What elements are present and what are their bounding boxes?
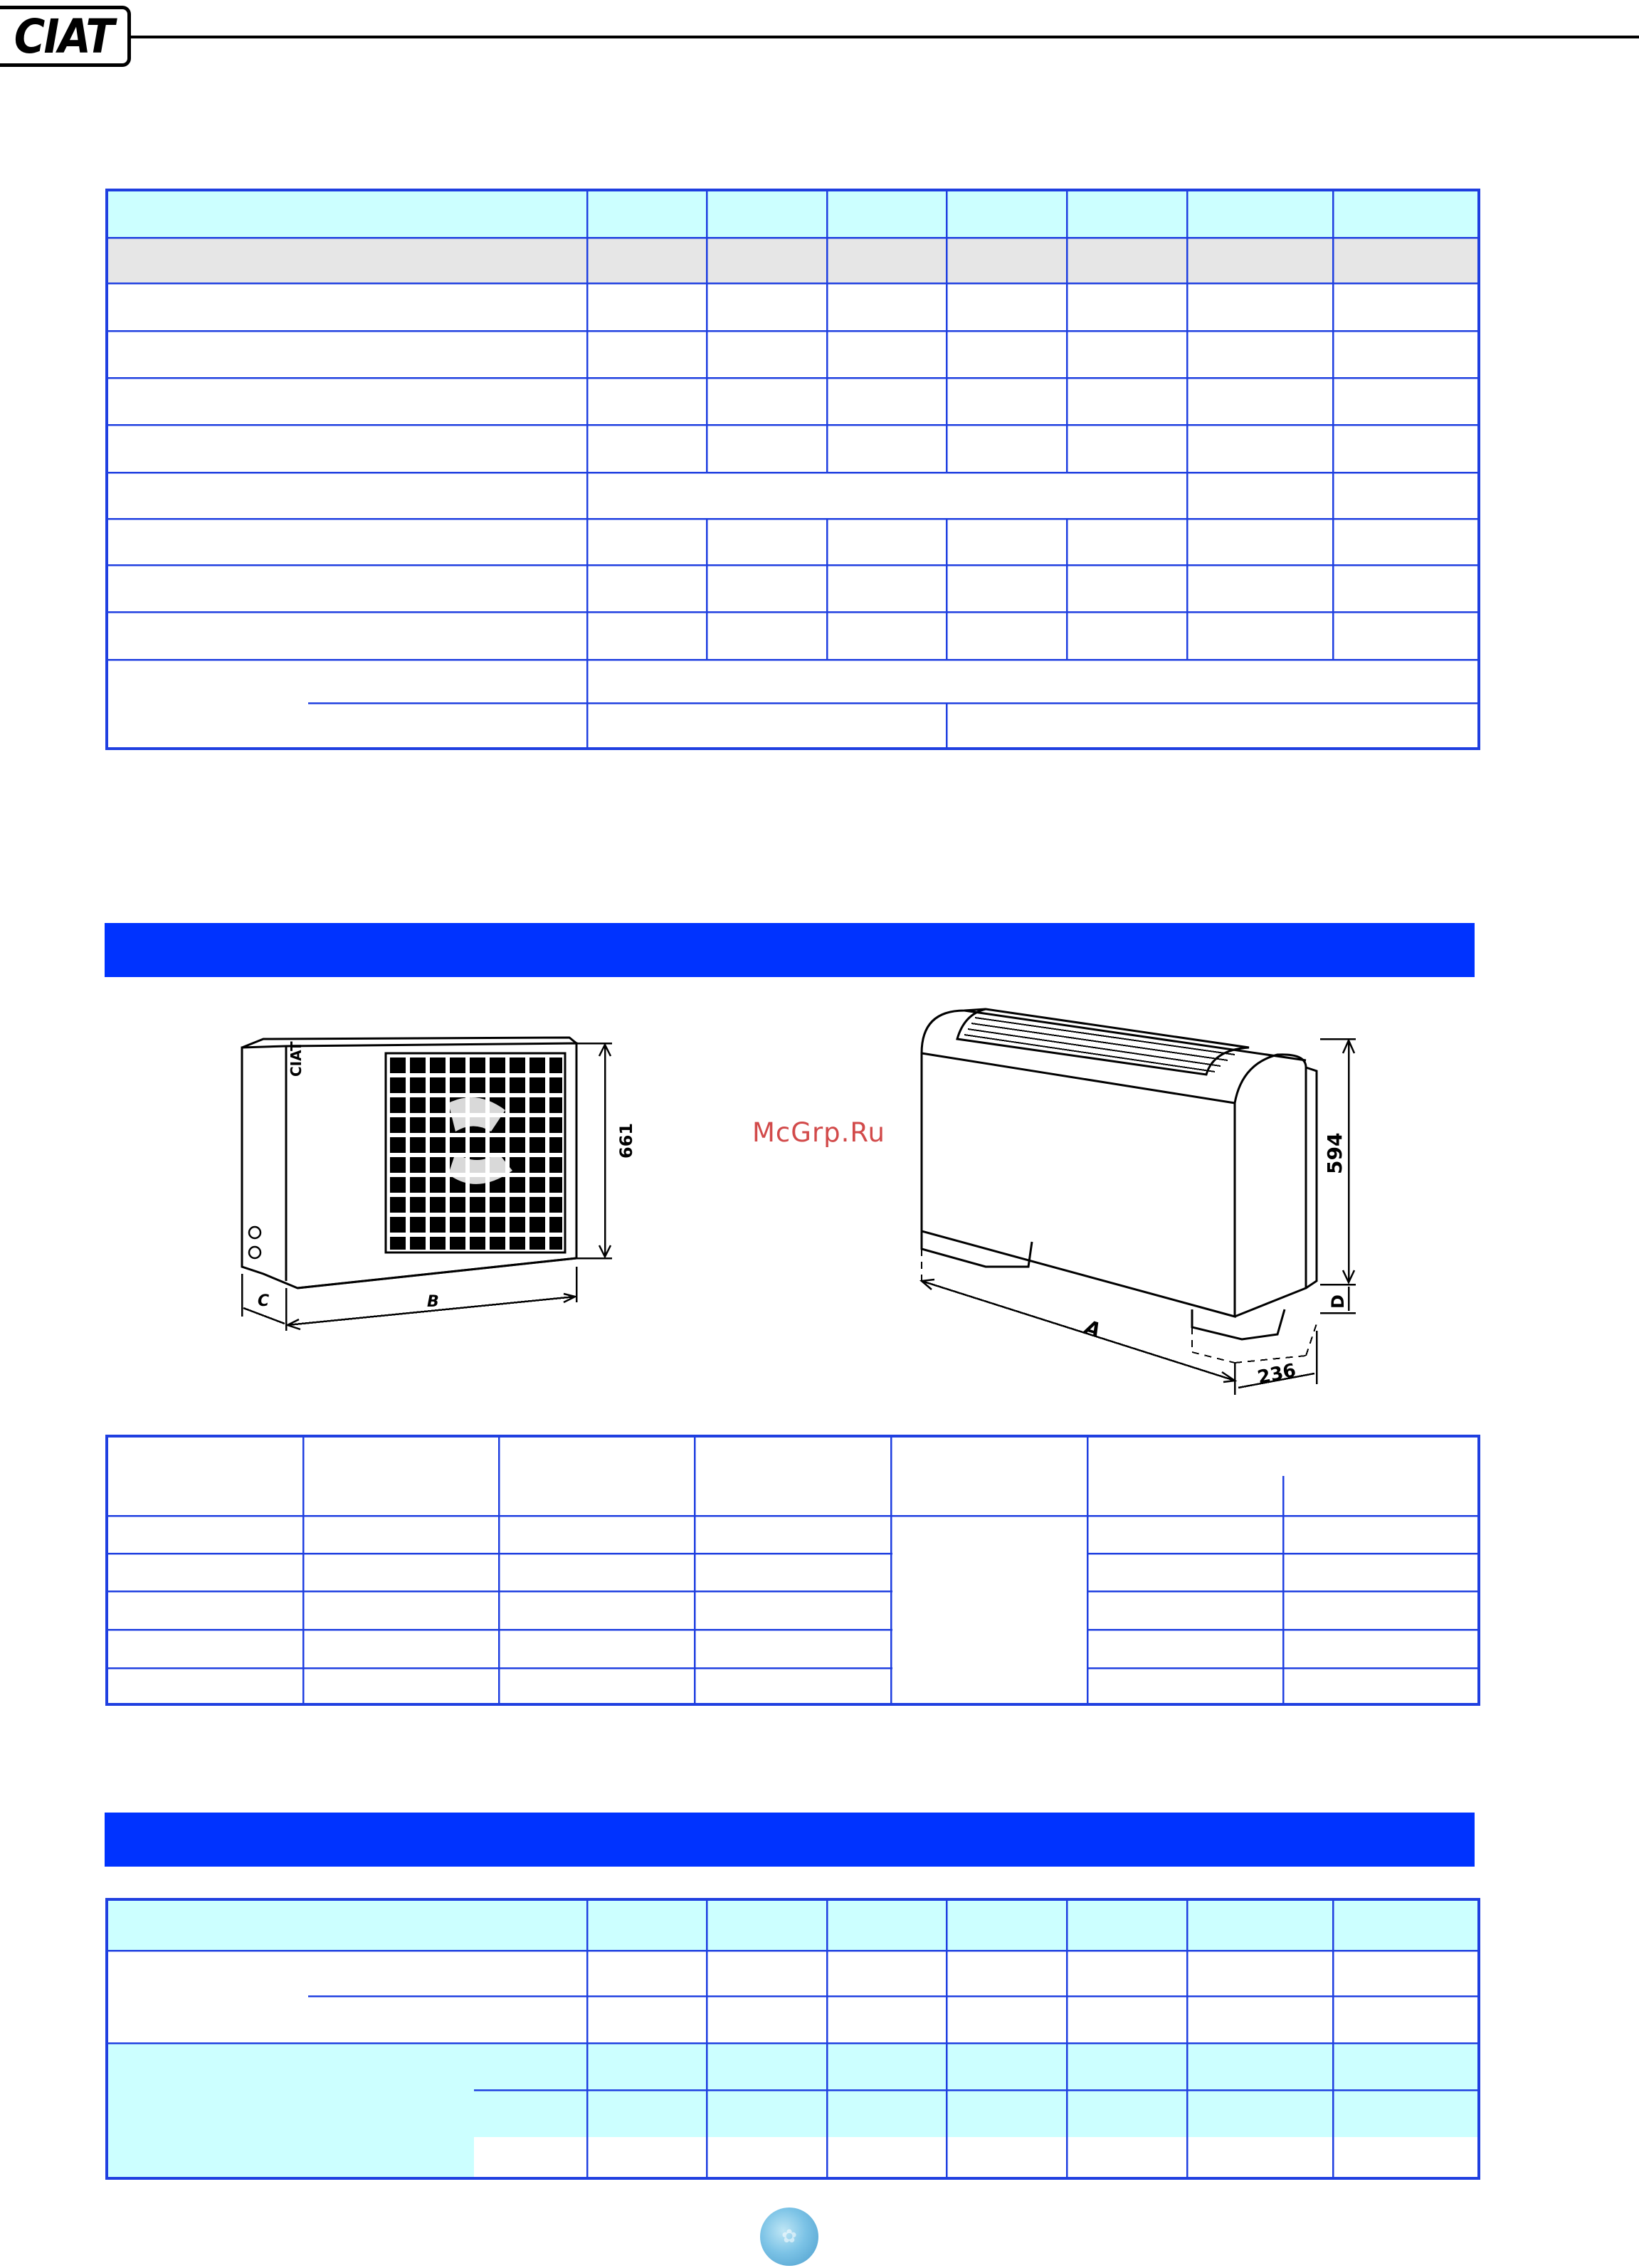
outdoor-dim-c: C <box>258 1292 270 1310</box>
outdoor-dim-b: B <box>427 1293 439 1311</box>
section-bar-electrical <box>105 1813 1475 1867</box>
indoor-dim-height: 594 <box>1323 1132 1346 1174</box>
page-badge <box>760 2208 818 2266</box>
outdoor-dim-height: 661 <box>616 1122 636 1159</box>
electrical-table-cyan-label <box>107 2137 474 2178</box>
electrical-table-header-row <box>107 1899 1479 1951</box>
outdoor-unit-drawing <box>235 1032 636 1345</box>
indoor-dim-depth: 236 <box>1255 1359 1298 1389</box>
header-rule <box>131 36 1639 38</box>
page-badge-mark: ✿ <box>781 2226 797 2247</box>
dimensions-table <box>105 1435 1480 1706</box>
brand-logo-text: CIAT <box>14 9 114 64</box>
spec-table-gray-row <box>107 238 1479 283</box>
spec-table-header-row <box>107 190 1479 238</box>
section-bar-dimensions <box>105 923 1475 977</box>
indoor-dim-d: D <box>1328 1294 1348 1309</box>
indoor-dim-a: A <box>1082 1315 1104 1343</box>
electrical-table <box>105 1898 1480 2180</box>
brand-logo <box>0 6 131 67</box>
spec-table <box>105 189 1480 750</box>
watermark: McGrp.Ru <box>752 1117 885 1148</box>
outdoor-brand-label: CIAT <box>288 1041 305 1077</box>
indoor-unit-drawing <box>907 996 1377 1409</box>
